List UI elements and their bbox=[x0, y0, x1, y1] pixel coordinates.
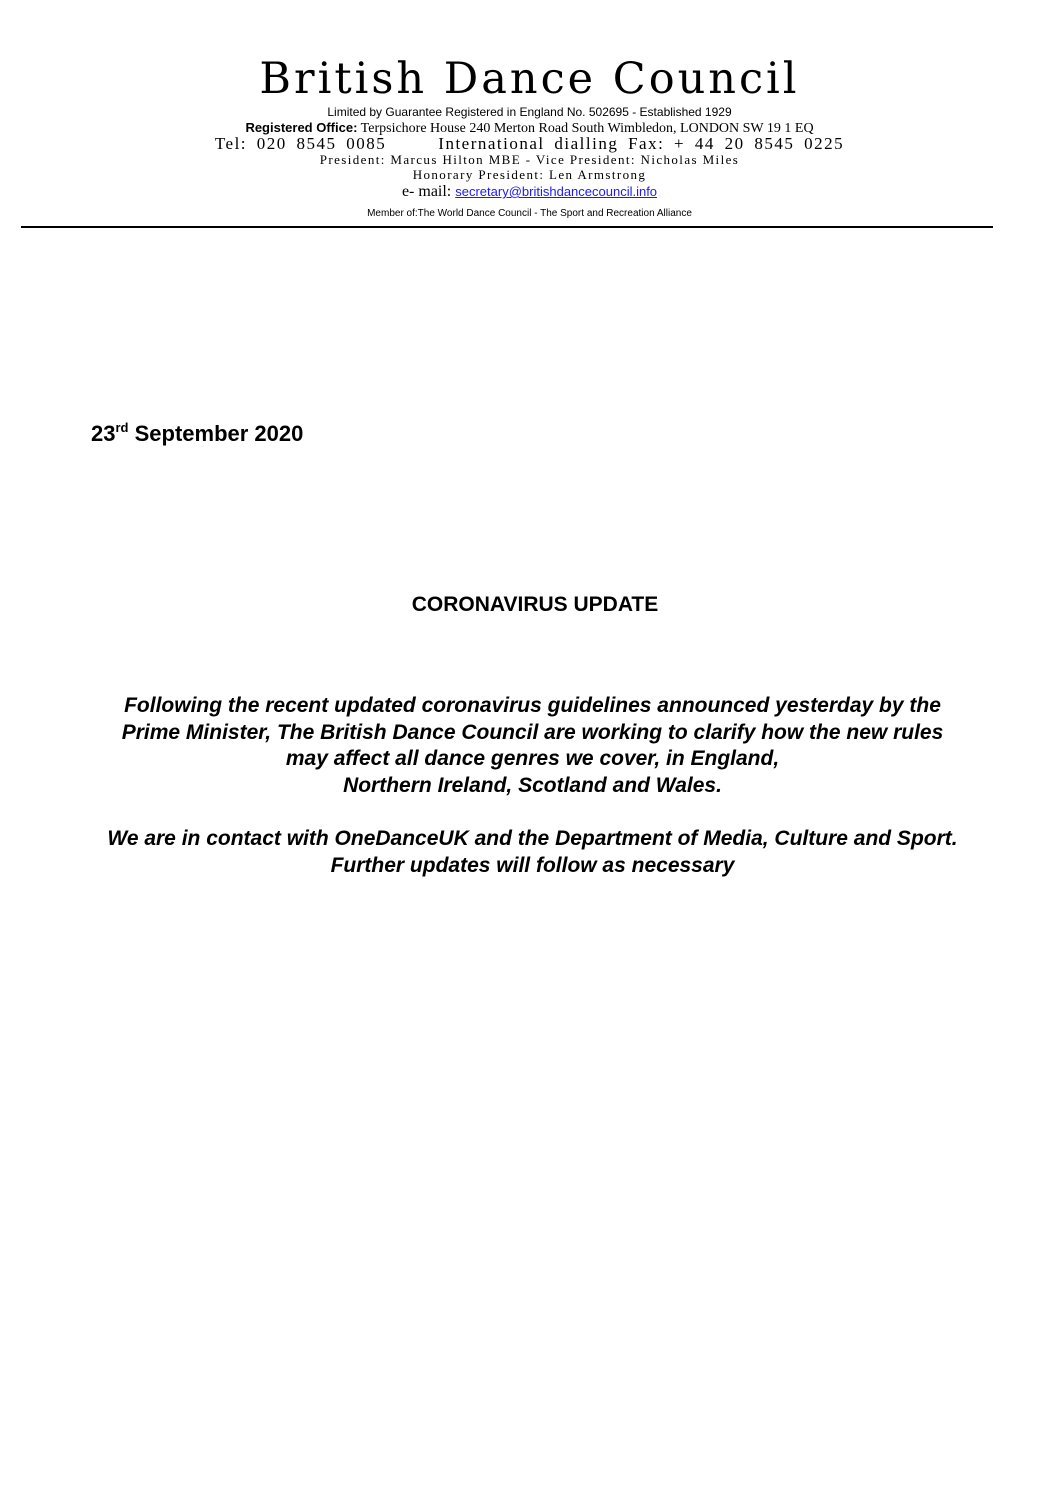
paragraph-line: Further updates will follow as necessary bbox=[330, 853, 735, 877]
telephone-number: Tel: 020 8545 0085 bbox=[214, 134, 387, 153]
date-month-year: September 2020 bbox=[128, 421, 304, 446]
email-line bbox=[0, 183, 1059, 201]
letter-date bbox=[91, 420, 303, 448]
membership-line: Member of:The World Dance Council - The Sport and Recreation Alliance bbox=[367, 208, 692, 219]
paragraph-line: Northern Ireland, Scotland and Wales. bbox=[343, 773, 722, 797]
paragraph-guidelines bbox=[0, 693, 1059, 799]
email-label: e- mail: bbox=[401, 183, 452, 200]
contact-numbers-line bbox=[0, 134, 1059, 154]
honorary-president-line: Honorary President: Len Armstrong bbox=[412, 167, 647, 182]
registration-line: Limited by Guarantee Registered in England No. 502695 - Established 1929 bbox=[327, 105, 732, 119]
date-suffix: rd bbox=[115, 420, 129, 435]
paragraph-line: may affect all dance genres we cover, in England, bbox=[285, 747, 780, 770]
date-day: 23 bbox=[91, 421, 116, 446]
fax-number: International dialling Fax: + 44 20 8545 0225 bbox=[438, 134, 845, 153]
paragraph-line: Following the recent updated coronavirus guidelines announced yesterday by the bbox=[124, 694, 941, 717]
header-divider bbox=[21, 226, 993, 228]
paragraph-contact bbox=[0, 826, 1059, 879]
letter-heading: CORONAVIRUS UPDATE bbox=[411, 593, 659, 616]
paragraph-line: Prime Minister, The British Dance Council are working to clarify how the new rules bbox=[121, 720, 944, 744]
organization-name: British Dance Council bbox=[259, 54, 800, 104]
paragraph-line: We are in contact with OneDanceUK and the Department of Media, Culture and Sport. bbox=[107, 827, 958, 850]
president-line: President: Marcus Hilton MBE - Vice President: Nicholas Miles bbox=[319, 152, 740, 167]
registered-office-label: Registered Office: bbox=[245, 120, 358, 135]
email-link[interactable]: secretary@britishdancecouncil.info bbox=[455, 184, 658, 199]
registered-office-address: Terpsichore House 240 Merton Road South Wimbledon, LONDON SW 19 1 EQ bbox=[360, 121, 814, 136]
